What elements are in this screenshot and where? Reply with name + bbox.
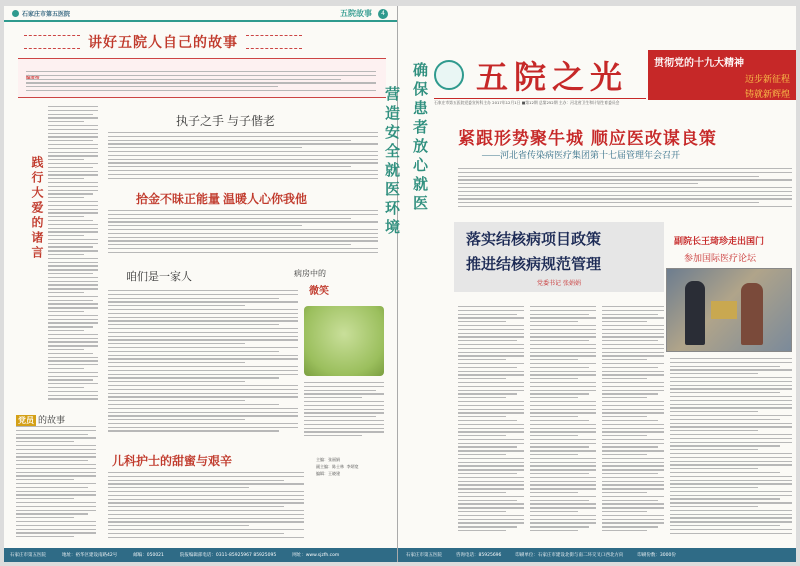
banner-rule-right [246, 35, 302, 49]
right-column-2 [530, 306, 596, 542]
footer-address: 地址：裕华区建设南路42号 [62, 553, 118, 558]
story-vertical-title: 践行大爱的诸言 [30, 156, 44, 261]
right-column-3 [602, 306, 664, 542]
footer-publisher-right: 石家庄市第五医院 [406, 553, 442, 558]
vp-title-line-1: 副院长王琦珍走出国门 [674, 236, 765, 246]
lead-subheadline: ——河北省传染病医疗集团第十七届管理年会召开 [482, 150, 681, 160]
tb-feature-title-1: 落实结核病项目政策 [466, 230, 602, 248]
left-header [4, 6, 398, 22]
article-title-peds: 儿科护士的甜蜜与艰辛 [112, 454, 233, 468]
right-footer [398, 548, 796, 562]
photo-certificate [711, 301, 737, 319]
newspaper-logo: 五院之光 [476, 59, 629, 95]
right-page [398, 6, 796, 562]
left-footer [4, 548, 398, 562]
footer-printer: 印刷单位：石家庄市建设北街与南二环交叉口西北方向 [515, 553, 624, 558]
hospital-name [12, 9, 70, 18]
article-title-smile-a: 病房中的 [294, 269, 326, 278]
feature-banner [24, 28, 384, 56]
article-body-story [16, 426, 96, 544]
newspaper-spread [4, 6, 796, 562]
left-page [4, 6, 398, 562]
section-name: 五院故事 [340, 9, 372, 18]
vp-article-title [674, 234, 790, 264]
story-tag: 党员 [18, 416, 34, 425]
photo-person-right [741, 283, 763, 345]
article-body-pair [108, 132, 378, 182]
article-title-pair: 执子之手 与子偕老 [176, 114, 276, 128]
vp-article-body [670, 358, 792, 542]
center-slogan [380, 62, 440, 372]
masthead [434, 52, 654, 106]
article-body-smile [304, 382, 384, 442]
editor-note [18, 58, 386, 98]
footer-website: 网址：www.sjzfh.com [292, 553, 340, 558]
article-body-peds [108, 472, 304, 544]
footer-postcode: 邮编：050021 [133, 553, 164, 558]
banner-title: 讲好五院人自己的故事 [88, 36, 238, 51]
decorative-photo [304, 306, 384, 376]
editorial-credits: 主编：张丽娟 副主编：陈士林 李炳宽 编辑：王晓建 [316, 457, 359, 476]
story-title: 的故事 [38, 416, 66, 426]
slogan-box-line-1: 迈步新征程 [744, 74, 790, 84]
banner-rule-left [24, 35, 80, 49]
slogan-box-title: 贯彻党的十九大精神 [654, 58, 744, 69]
slogan-box [648, 50, 796, 100]
editor-note-body [26, 71, 376, 95]
footer-consult-phone: 咨询电话：85925696 [456, 553, 502, 558]
page-number: 4 [378, 9, 388, 19]
footer-phone: 院报编辑部电话：0311-85925967 85925095 [179, 553, 277, 558]
tb-feature-box [454, 222, 664, 292]
tb-feature-title-2: 推进结核病规范管理 [466, 255, 602, 273]
article-title-smile-b: 微笑 [309, 286, 329, 297]
article-title-family: 咱们是一家人 [126, 271, 192, 283]
article-title-gold: 拾金不昧正能量 温暖人心你我他 [136, 192, 308, 206]
article-body-family [108, 290, 298, 440]
hospital-name-text: 石家庄市第五医院 [22, 12, 71, 18]
vp-title-line-2: 参加国际医疗论坛 [684, 253, 757, 263]
slogan-column-2: 确保患者放心就医 [411, 62, 427, 214]
masthead-info: 石家庄市第五医院党委宣传科主办 2017年12月1日 ■第12期 总第252期 主办：河北省卫生和计划生育委员会 [434, 98, 646, 106]
hospital-logo-icon [12, 10, 19, 17]
tb-feature-author: 党委书记 张娟娟 [537, 280, 581, 287]
footer-publisher: 石家庄市第五医院 [10, 553, 46, 558]
lead-headline: 紧跟形势聚牛城 顺应医改谋良策 [458, 129, 717, 149]
vp-photo [666, 268, 792, 352]
photo-person-left [685, 281, 705, 345]
slogan-column-1: 营造安全就医环境 [383, 86, 399, 238]
article-body-gold [108, 210, 378, 258]
footer-print-count: 印刷份数：3000份 [637, 553, 676, 558]
lead-article-body [458, 168, 792, 212]
article-col-1 [48, 106, 98, 406]
slogan-box-line-2: 铸就新辉煌 [744, 89, 790, 99]
right-column-1 [458, 306, 524, 542]
